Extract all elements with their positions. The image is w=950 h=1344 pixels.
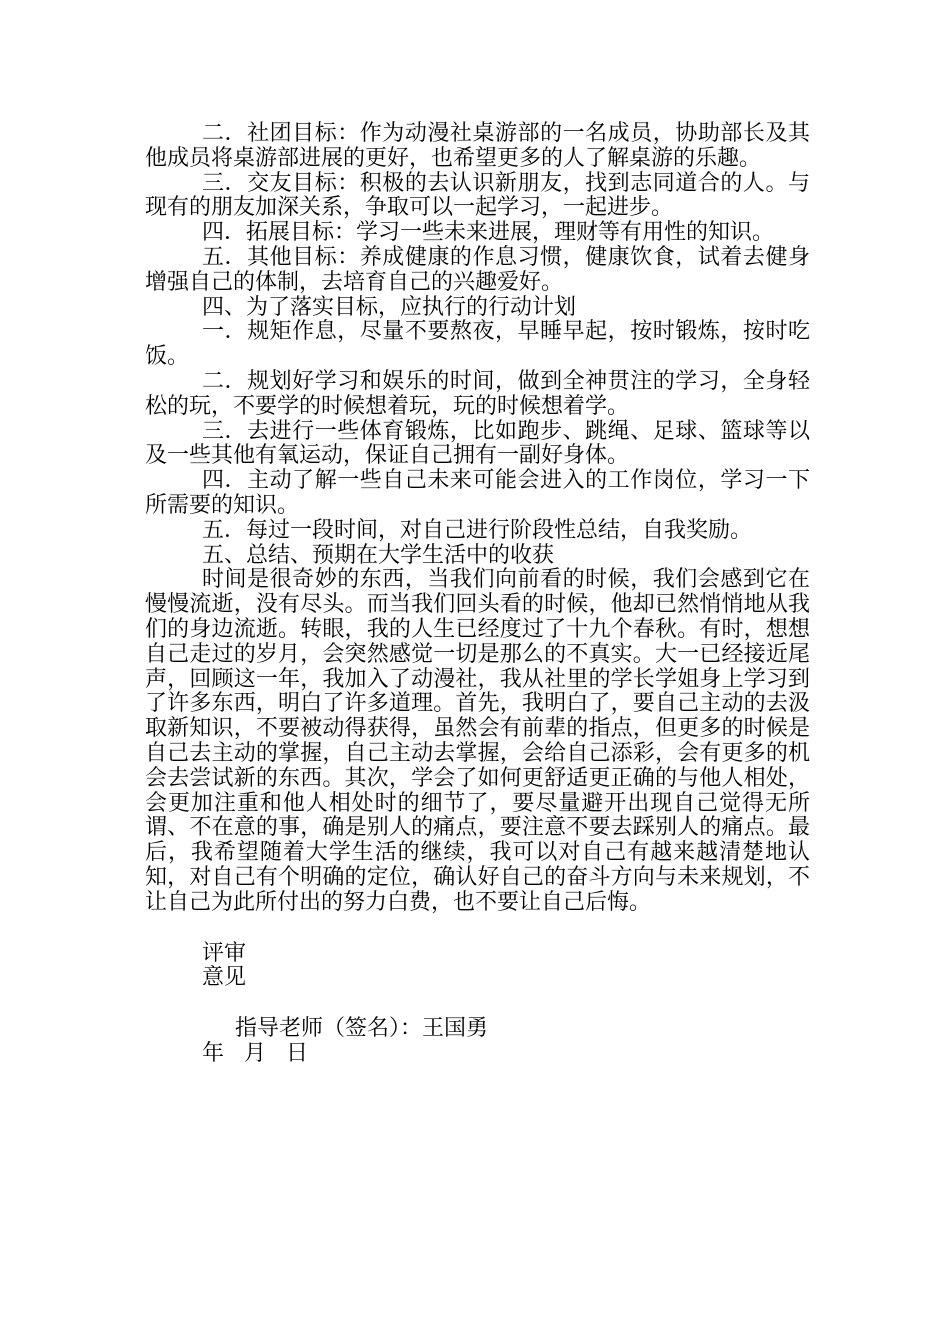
paragraph-social-goal: 三．交友目标：积极的去认识新朋友，找到志同道合的人。与现有的朋友加深关系，争取可以一起学习，一起进步。 [145,170,810,221]
paragraph-plan-1: 一．规矩作息，尽量不要熬夜，早睡早起，按时锻炼，按时吃饭。 [145,319,810,370]
review-label [145,942,810,992]
paragraph-summary: 时间是很奇妙的东西，当我们向前看的时候，我们会感到它在慢慢流逝，没有尽头。而当我们回头看的时候，他却已然悄悄地从我们的身边流逝。转眼，我的人生已经度过了十九个春秋。有时，想想自己走过的岁月，会突然感觉一切是那么的不真实。大一已经接近尾声，回顾这一年，我加入了动漫社，我从社里的学长学姐身上学习到了许多东西，明白了许多道理。首先，我明白了，要自己主动的去汲取新知识，不要被动得获得，虽然会有前辈的指点，但更多的时候是自己去主动的掌握，自己主动去掌握，会给自己添彩，会有更多的机会去尝试新的东西。其次，学会了如何更舒适更正确的与他人相处，会更加注重和他人相处时的细节了，要尽量避开出现自己觉得无所谓、不在意的事，确是别人的痛点，要注意不要去踩别人的痛点。最后，我希望随着大学生活的继续，我可以对自己有越来越清楚地认知，对自己有个明确的定位，确认好自己的奋斗方向与未来规划，不让自己为此所付出的努力白费，也不要让自己后悔。 [145,567,810,915]
paragraph-plan-4: 四．主动了解一些自己未来可能会进入的工作岗位，学习一下所需要的知识。 [145,468,810,518]
date-day-label: 日 [286,1040,309,1066]
paragraph-plan-5: 五．每过一段时间，对自己进行阶段性总结，自我奖励。 [202,517,753,543]
paragraph-other-goal: 五．其他目标：养成健康的作息习惯，健康饮食，试着去健身增强自己的体制，去培育自己的兴趣爱好。 [145,244,810,295]
document-body [145,122,810,1067]
date-line [145,1042,810,1067]
section-heading-action-plan: 四、为了落实目标，应执行的行动计划 [202,294,577,320]
spacer [145,916,810,942]
paragraph-plan-2: 二．规划好学习和娱乐的时间，做到全神贯注的学习，全身轻松的玩，不要学的时候想着玩，玩的时候想着学。 [145,368,810,419]
review-label-line-2: 意见 [202,965,247,991]
paragraph-plan-3: 三．去进行一些体育锻炼，比如跑步、跳绳、足球、篮球等以及一些其他有氧运动，保证自己拥有一副好身体。 [145,418,810,469]
date-year-label: 年 [202,1040,225,1066]
paragraph-expansion-goal: 四．拓展目标：学习一些未来进展，理财等有用性的知识。 [202,220,775,246]
review-label-line-1: 评审 [202,940,247,966]
advisor-signature: 指导老师（签名）：王国勇 [235,1016,489,1042]
date-month-label: 月 [244,1040,267,1066]
paragraph-club-goal: 二．社团目标：作为动漫社桌游部的一名成员，协助部长及其他成员将桌游部进展的更好，也希望更多的人了解桌游的乐趣。 [145,121,810,171]
spacer [145,991,810,1017]
section-heading-summary: 五、总结、预期在大学生活中的收获 [202,542,555,568]
